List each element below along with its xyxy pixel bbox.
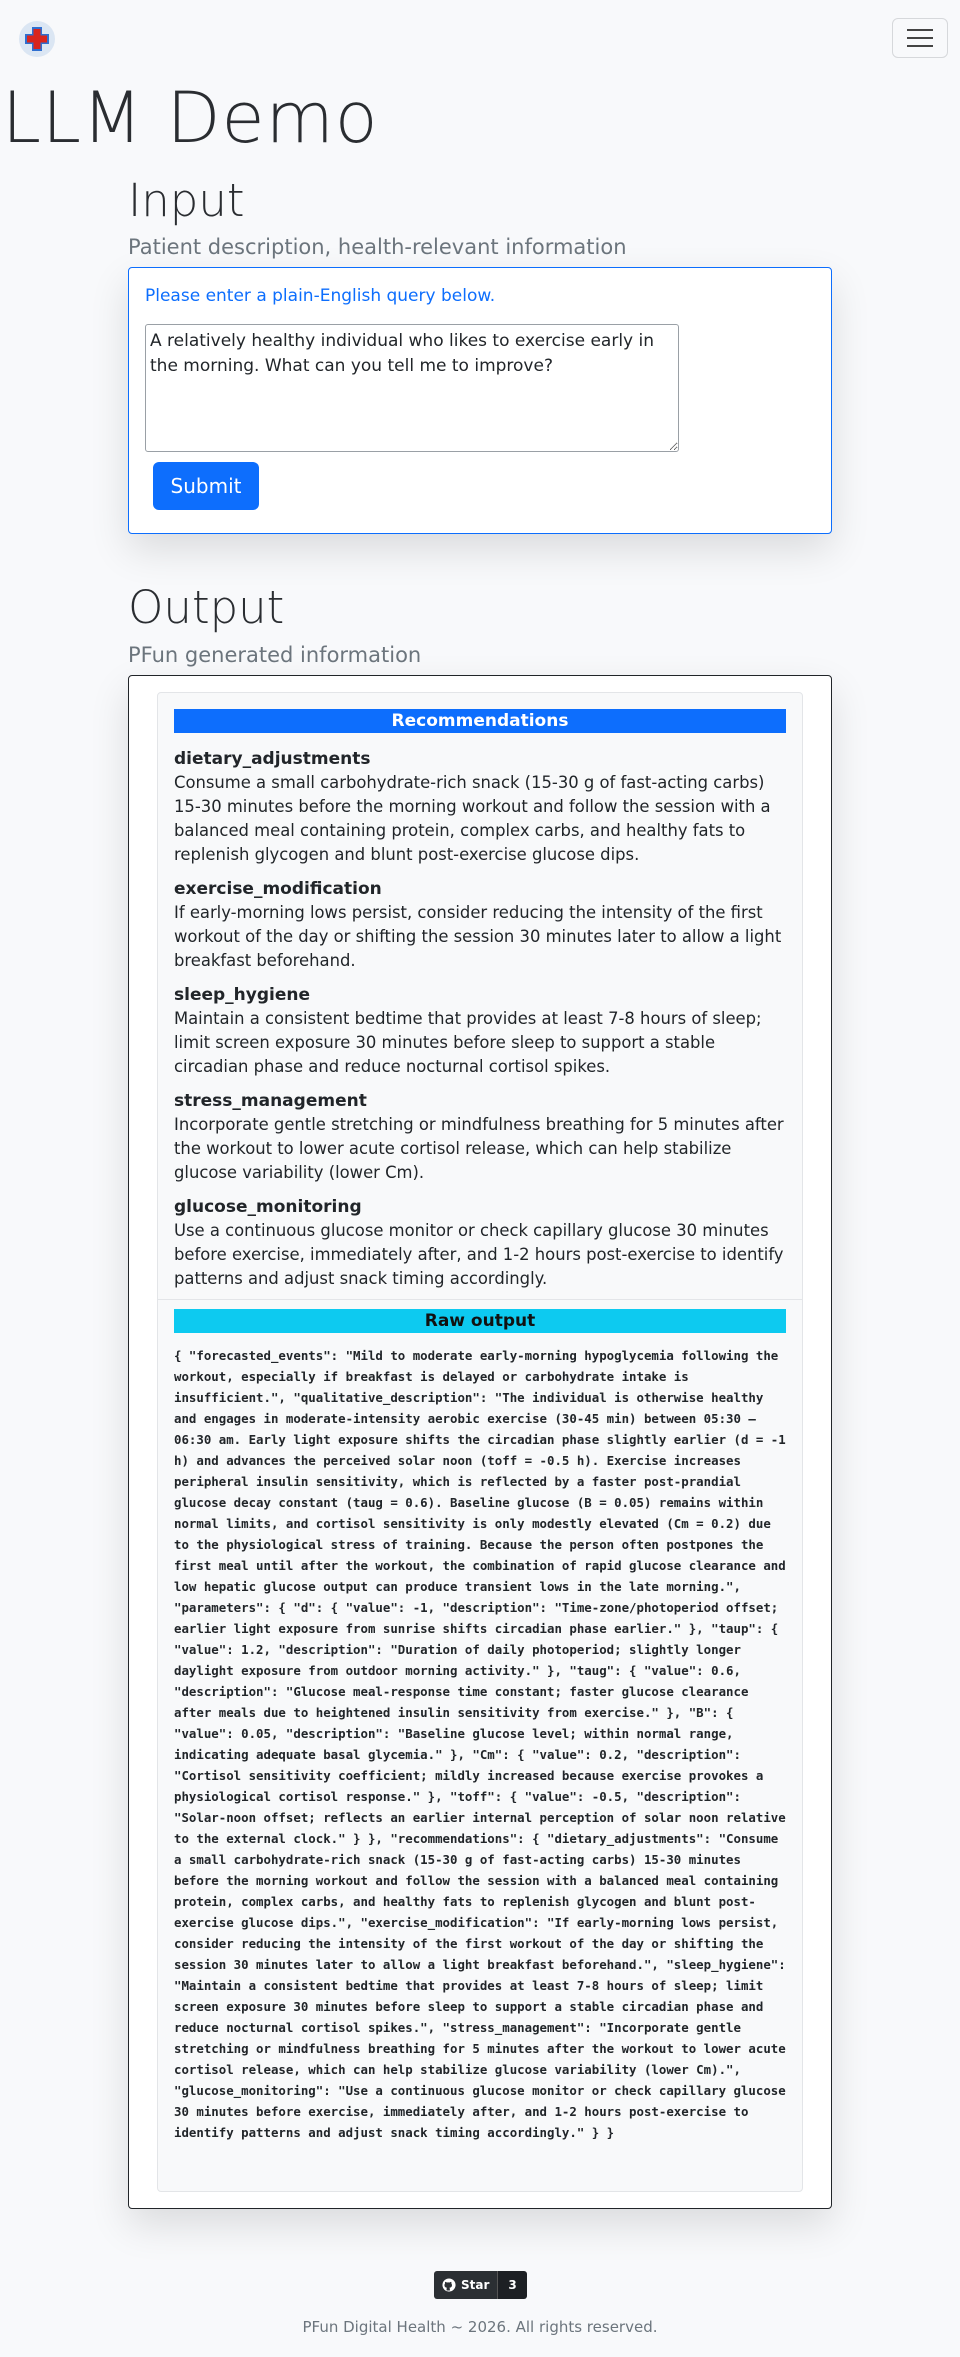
github-star-button[interactable] [434,2271,527,2299]
recommendation-text: Consume a small carbohydrate-rich snack (15-30 g of fast-acting carbs) 15-30 minutes before the morning workout and follow the session with a balanced meal containing protein, complex carbs, and healthy fats to replenish glycogen and blunt post-exercise glucose dips. [174,773,771,864]
recommendation-text: Use a continuous glucose monitor or check capillary glucose 30 minutes before exercise, immediately after, and 1-2 hours post-exercise to identify patterns and adjust snack timing accordingly. [174,1221,784,1288]
page-title: LLM Demo [2,77,379,159]
recommendation-key: exercise_modification [174,879,382,899]
raw-output-title: Raw output [174,1309,786,1333]
input-subheading: Patient description, health-relevant information [128,235,627,259]
submit-button[interactable]: Submit [153,462,259,510]
query-textarea[interactable] [145,324,679,452]
github-icon [442,2278,456,2292]
recommendation-item [174,747,786,867]
section-divider [158,1299,802,1300]
recommendations-list [174,747,786,1301]
recommendation-item [174,1195,786,1291]
recommendations-title: Recommendations [174,709,786,733]
recommendation-key: sleep_hygiene [174,985,311,1005]
input-heading: Input [128,174,245,227]
recommendation-text: Incorporate gentle stretching or mindfulness breathing for 5 minutes after the workout to lower acute cortisol release, which can help stabilize glucose variability (lower Cm). [174,1115,784,1182]
raw-output-text: { "forecasted_events": "Mild to moderate early-morning hypoglycemia following the workout, especially if breakfast is delayed or carbohydrate intake is insufficient.", "qualitative_description": "The individual is otherwise healthy and engages in moderate-intensity aerobic exercise (30-45 min) between 05:30 – 06:30 am. Early light exposure shifts the circadian phase slightly earlier (d = -1 h) and advances the perceived solar noon (toff = -0.5 h). Exercise increases peripheral insulin sensitivity, which is reflected by a faster post-prandial glucose decay constant (taug = 0.6). Baseline glucose (B = 0.05) remains within normal limits, and cortisol sensitivity is only modestly elevated (Cm = 0.2) due to the physiological stress of training. Because the person often postpones the first meal until after the workout, the combination of rapid glucose clearance and low hepatic glucose output can produce transient lows in the late morning.", "parameters": { "d": { "value": -1, "description": "Time-zone/photoperiod offset; earlier light exposure from sunrise shifts circadian phase earlier." }, "taup": { "value": 1.2, "description": "Duration of daily photoperiod; slightly longer daylight exposure from outdoor morning activity." }, "taug": { "value": 0.6, "description": "Glucose meal-response time constant; faster glucose clearance after meals due to heightened insulin sensitivity from exercise." }, "B": { "value": 0.05, "description": "Baseline glucose level; within normal range, indicating adequate basal glycemia." }, "Cm": { "value": 0.2, "description": "Cortisol sensitivity coefficient; mildly increased because exercise provokes a physiological cortisol response." }, "toff": { "value": -0.5, "description": "Solar-noon offset; reflects an earlier internal perception of solar noon relative to the external clock." } }, "recommendations": { "dietary_adjustments": "Consume a small carbohydrate-rich snack (15-30 g of fast-acting carbs) 15-30 minutes before the morning workout and follow the session with a balanced meal containing protein, complex carbs, and healthy fats to replenish glycogen and blunt post-exercise glucose dips.", "exercise_modification": "If early-morning lows persist, consider reducing the intensity of the first workout of the day or shifting the session 30 minutes later to allow a light breakfast beforehand.", "sleep_hygiene": "Maintain a consistent bedtime that provides at least 7-8 hours of sleep; limit screen exposure 30 minutes before sleep to support a stable circadian phase and reduce nocturnal cortisol spikes.", "stress_management": "Incorporate gentle stretching or mindfulness breathing for 5 minutes after the workout to lower acute cortisol release, which can help stabilize glucose variability (lower Cm).", "glucose_monitoring": "Use a continuous glucose monitor or check capillary glucose 30 minutes before exercise, immediately after, and 1-2 hours post-exercise to identify patterns and adjust snack timing accordingly." } } [174,1348,794,2140]
recommendation-text: Maintain a consistent bedtime that provides at least 7-8 hours of sleep; limit screen exposure 30 minutes before sleep to support a stable circadian phase and reduce nocturnal cortisol spikes. [174,1009,762,1076]
medical-cross-logo[interactable] [18,20,56,58]
output-heading: Output [128,581,285,634]
input-card [128,267,832,534]
github-star-label: Star [461,2278,490,2292]
recommendation-item [174,983,786,1079]
navbar-toggle-button[interactable] [892,18,948,58]
top-navbar [0,0,960,70]
recommendation-key: glucose_monitoring [174,1197,362,1217]
recommendation-text: If early-morning lows persist, consider reducing the intensity of the first workout of the day or shifting the session 30 minutes later to allow a light breakfast beforehand. [174,903,782,970]
recommendation-key: dietary_adjustments [174,749,371,769]
query-hint: Please enter a plain-English query below. [145,286,496,306]
github-star-count: 3 [498,2271,526,2299]
footer-text: PFun Digital Health ~ 2026. All rights reserved. [302,2318,658,2336]
output-subheading: PFun generated information [128,643,422,667]
output-card [128,675,832,2209]
recommendation-item [174,1089,786,1185]
recommendation-key: stress_management [174,1091,367,1111]
hamburger-icon [907,29,933,31]
output-panel [157,692,803,2192]
recommendation-item [174,877,786,973]
